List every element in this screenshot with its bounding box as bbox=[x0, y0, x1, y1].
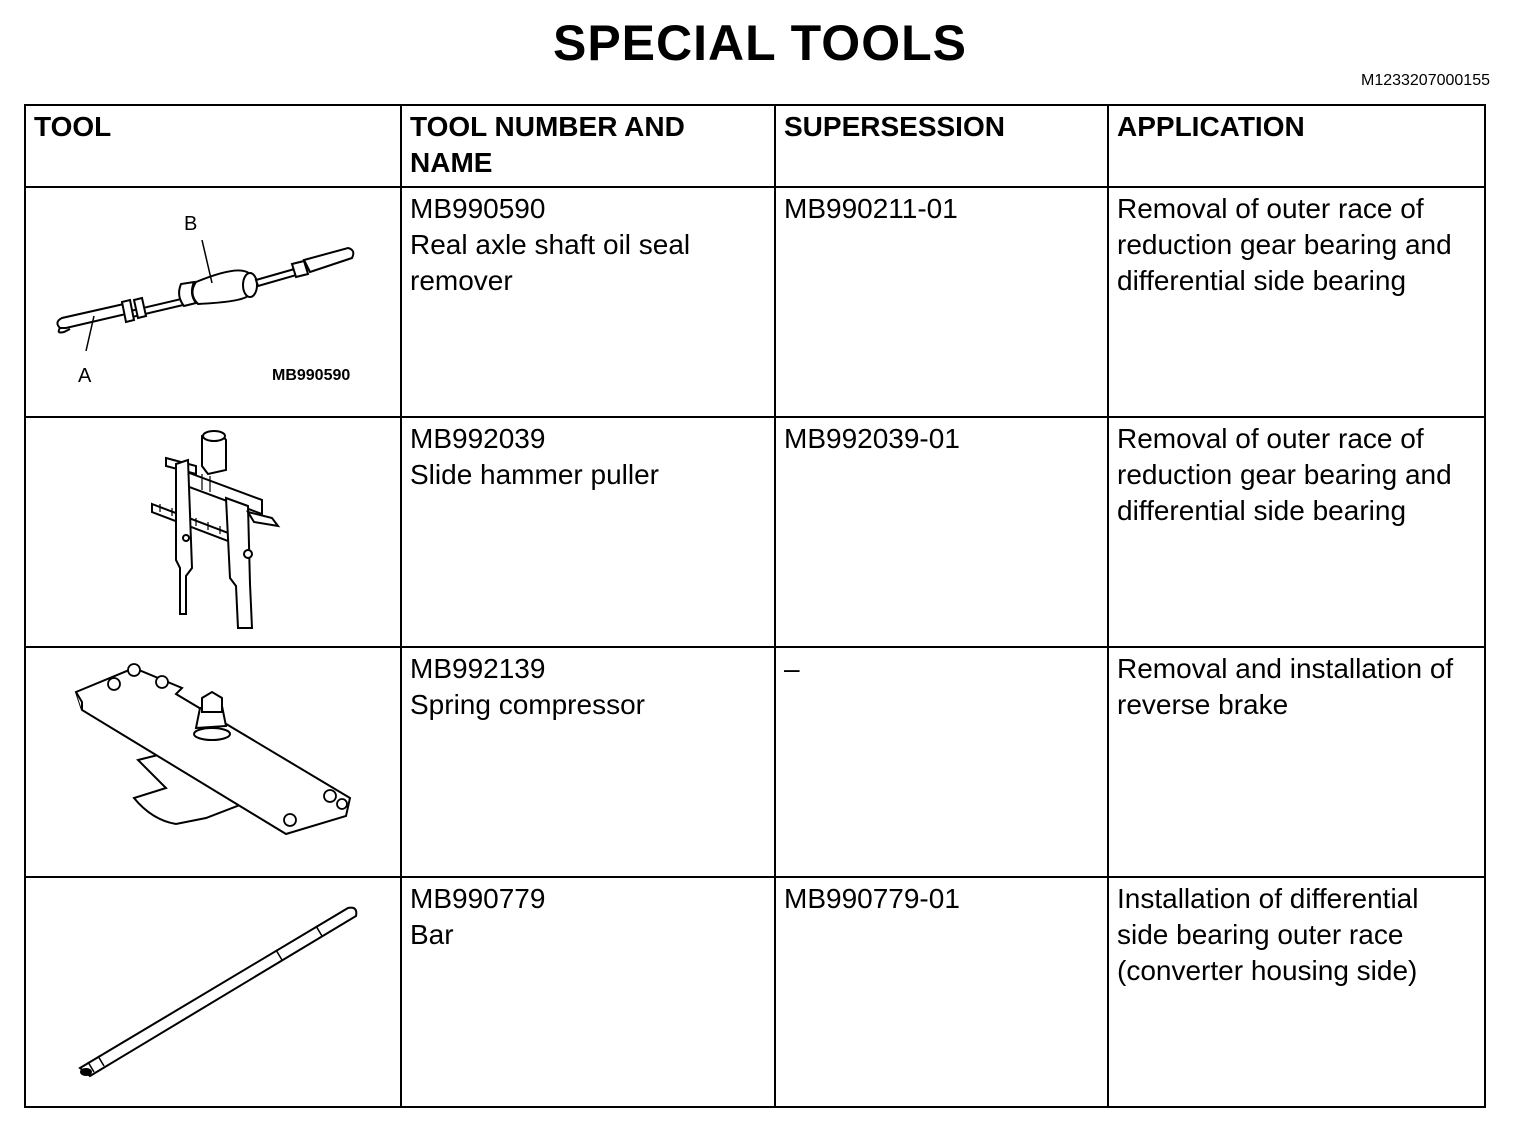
tool-image-cell bbox=[25, 417, 401, 647]
spring-compressor-illustration bbox=[26, 648, 400, 877]
supersession-cell: – bbox=[775, 647, 1108, 877]
document-id: M1233207000155 bbox=[1360, 72, 1490, 89]
application-cell: Installation of differential side bearing outer race (converter housing side) bbox=[1108, 877, 1485, 1107]
header-application: APPLICATION bbox=[1108, 105, 1485, 187]
bar-illustration bbox=[26, 878, 400, 1107]
figure-label-a: A bbox=[78, 365, 92, 387]
tool-number-name-cell bbox=[401, 417, 775, 647]
table-row bbox=[25, 877, 1485, 1107]
tool-name: Spring compressor bbox=[410, 689, 645, 720]
supersession-cell: MB992039-01 bbox=[775, 417, 1108, 647]
supersession-cell: MB990211-01 bbox=[775, 187, 1108, 417]
tool-number: MB992039 bbox=[410, 423, 546, 454]
oil-seal-remover-illustration bbox=[26, 188, 400, 417]
tool-image-cell bbox=[25, 877, 401, 1107]
header-row bbox=[25, 105, 1485, 187]
application-cell: Removal and installation of reverse brake bbox=[1108, 647, 1485, 877]
header-tool-number-and-name: TOOL NUMBER AND NAME bbox=[401, 105, 775, 187]
tool-name: Real axle shaft oil seal remover bbox=[410, 229, 691, 296]
tool-number: MB990590 bbox=[410, 193, 546, 224]
application-cell: Removal of outer race of reduction gear bearing and differential side bearing bbox=[1108, 187, 1485, 417]
page-title: SPECIAL TOOLS bbox=[552, 15, 967, 71]
supersession-cell: MB990779-01 bbox=[775, 877, 1108, 1107]
table-row bbox=[25, 187, 1485, 417]
table-row bbox=[25, 417, 1485, 647]
application-cell: Removal of outer race of reduction gear bearing and differential side bearing bbox=[1108, 417, 1485, 647]
tool-number: MB992139 bbox=[410, 653, 546, 684]
header-supersession: SUPERSESSION bbox=[775, 105, 1108, 187]
tool-image-cell bbox=[25, 647, 401, 877]
figure-label-b: B bbox=[184, 213, 198, 235]
tool-number-name-cell bbox=[401, 647, 775, 877]
tool-number: MB990779 bbox=[410, 883, 546, 914]
tool-name: Bar bbox=[410, 919, 454, 950]
figure-code-label: MB990590 bbox=[272, 367, 351, 384]
slide-hammer-puller-illustration bbox=[26, 418, 400, 647]
tool-number-name-cell bbox=[401, 877, 775, 1107]
table-row bbox=[25, 647, 1485, 877]
header-tool: TOOL bbox=[25, 105, 401, 187]
special-tools-table bbox=[24, 104, 1486, 1108]
tool-image-cell bbox=[25, 187, 401, 417]
tool-number-name-cell bbox=[401, 187, 775, 417]
tool-name: Slide hammer puller bbox=[410, 459, 659, 490]
